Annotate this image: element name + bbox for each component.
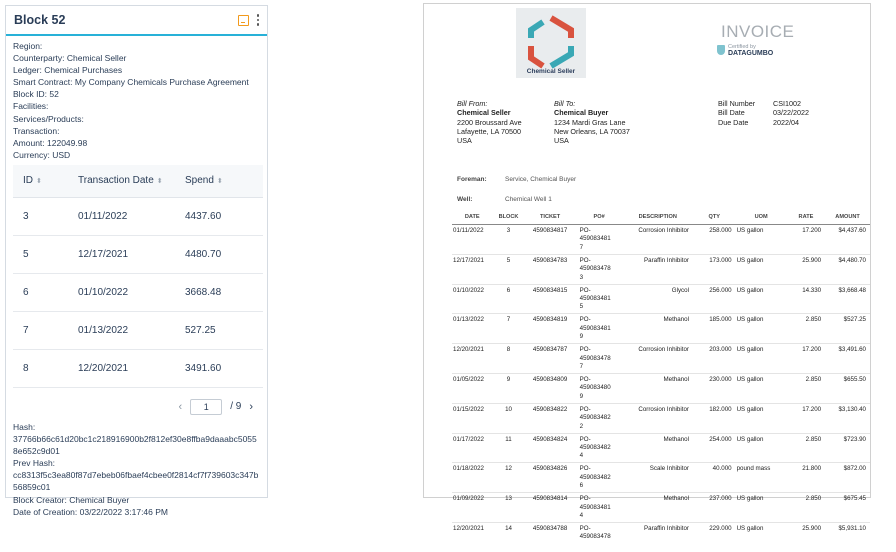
line-item-cell: 2.850	[787, 314, 825, 344]
block-details-panel	[5, 5, 268, 517]
sort-icon[interactable]: ⬍	[216, 178, 223, 186]
line-item-cell: $527.25	[825, 314, 870, 344]
header-actions	[238, 14, 260, 26]
column-header: RATE	[787, 210, 825, 225]
line-item-cell: US gallon	[736, 522, 787, 551]
line-item-cell: 4590834783	[525, 254, 576, 284]
cell-id: 5	[13, 235, 64, 273]
foreman-row: Foreman: Service, Chemical Buyer	[457, 176, 577, 183]
invoice-line-items	[452, 210, 870, 552]
line-item-cell: 185.000	[693, 314, 736, 344]
line-items-header	[452, 210, 870, 225]
line-item-cell: 01/15/2022	[452, 403, 493, 433]
column-header: PO#	[576, 210, 623, 225]
line-item-cell: PO- 459083481 5	[576, 284, 623, 314]
cell-id: 6	[13, 273, 64, 311]
line-item-cell: 229.000	[693, 522, 736, 551]
line-item-cell: $4,437.60	[825, 225, 870, 255]
line-item-cell: 230.000	[693, 373, 736, 403]
panel-title: Block 52	[14, 13, 66, 27]
line-item-cell: $675.45	[825, 493, 870, 523]
line-item-cell: PO- 459083481 4	[576, 493, 623, 523]
line-item-cell: 01/09/2022	[452, 493, 493, 523]
line-item-cell: 9	[493, 373, 525, 403]
line-item-cell: 01/05/2022	[452, 373, 493, 403]
line-item-cell: 12/20/2021	[452, 522, 493, 551]
line-item-cell: 4590834788	[525, 522, 576, 551]
block-field: Services/Products:	[13, 113, 84, 124]
line-item-row	[452, 344, 870, 374]
column-header: DESCRIPTION	[623, 210, 693, 225]
line-item-cell: $872.00	[825, 463, 870, 493]
line-item-cell: 7	[493, 314, 525, 344]
block-info	[6, 36, 267, 161]
cell-spend: 3491.60	[179, 349, 263, 387]
line-item-cell: $3,668.48	[825, 284, 870, 314]
line-item-cell: Corrosion Inhibitor	[623, 403, 693, 433]
line-item-cell: US gallon	[736, 254, 787, 284]
line-item-cell: 25.900	[787, 522, 825, 551]
line-item-cell: 14	[493, 522, 525, 551]
line-item-cell: 12/20/2021	[452, 344, 493, 374]
line-item-cell: 4590834822	[525, 403, 576, 433]
line-item-cell: $655.50	[825, 373, 870, 403]
column-header-spend[interactable]: Spend ⬍	[179, 165, 263, 198]
line-item-cell: 4590834824	[525, 433, 576, 463]
line-item-cell: US gallon	[736, 314, 787, 344]
column-header: BLOCK	[493, 210, 525, 225]
line-item-cell: Paraffin Inhibitor	[623, 522, 693, 551]
line-item-cell: 4590834814	[525, 493, 576, 523]
cell-spend: 3668.48	[179, 273, 263, 311]
line-item-cell: 6	[493, 284, 525, 314]
previous-page-button[interactable]: ‹	[178, 400, 183, 413]
line-item-cell: 40.000	[693, 463, 736, 493]
cell-transaction-date: 01/10/2022	[64, 273, 179, 311]
line-item-row	[452, 254, 870, 284]
block-field: Currency: USD	[13, 149, 71, 160]
line-item-cell: PO- 459083481 9	[576, 314, 623, 344]
line-item-row	[452, 314, 870, 344]
line-item-cell: 13	[493, 493, 525, 523]
column-header: AMOUNT	[825, 210, 870, 225]
block-field: Counterparty: Chemical Seller	[13, 53, 127, 64]
line-item-cell: $3,491.60	[825, 344, 870, 374]
line-item-cell: PO- 459083480 9	[576, 373, 623, 403]
line-item-cell: US gallon	[736, 493, 787, 523]
block-field: Ledger: Chemical Purchases	[13, 65, 123, 76]
cell-id: 8	[13, 349, 64, 387]
line-item-cell: 182.000	[693, 403, 736, 433]
footer-field: Block Creator: Chemical Buyer	[13, 494, 130, 505]
line-item-cell: 2.850	[787, 373, 825, 403]
block-field: Smart Contract: My Company Chemicals Purchase Agreement	[13, 77, 249, 88]
cell-transaction-date: 12/17/2021	[64, 235, 179, 273]
line-item-cell: PO- 459083482 4	[576, 433, 623, 463]
line-item-cell: 25.900	[787, 254, 825, 284]
footer-field: Hash:	[13, 421, 36, 432]
footer-field: 37766b66c61d20bc1c218916900b2f812ef30e8ffba9daaabc50558e652c9d01	[13, 434, 257, 457]
invoice-document	[423, 3, 871, 541]
line-item-cell: PO- 459083478	[576, 522, 623, 551]
line-item-cell: 01/11/2022	[452, 225, 493, 255]
table-header-row	[13, 165, 263, 198]
well-row: Well: Chemical Well 1	[457, 196, 552, 203]
bill-meta: Bill Number CSI1002 Bill Date 03/22/2022 Due Date 2022/04	[718, 99, 809, 127]
line-item-cell: Glycol	[623, 284, 693, 314]
line-item-cell: $723.90	[825, 433, 870, 463]
line-item-cell: 8	[493, 344, 525, 374]
line-item-cell: PO- 459083478 7	[576, 344, 623, 374]
line-item-cell: PO- 459083478 3	[576, 254, 623, 284]
block-footer	[6, 415, 267, 518]
table-row[interactable]	[13, 197, 263, 235]
footer-field: Prev Hash:	[13, 458, 56, 469]
line-item-cell: 01/13/2022	[452, 314, 493, 344]
line-item-cell: 17.200	[787, 344, 825, 374]
line-item-cell: Corrosion Inhibitor	[623, 225, 693, 255]
line-item-row	[452, 403, 870, 433]
cell-id: 7	[13, 311, 64, 349]
line-item-cell: 4590834819	[525, 314, 576, 344]
line-item-cell: 21.800	[787, 463, 825, 493]
line-item-cell: 173.000	[693, 254, 736, 284]
cell-transaction-date: 12/20/2021	[64, 349, 179, 387]
sort-icon[interactable]: ⬍	[36, 178, 42, 186]
line-item-cell: 17.200	[787, 403, 825, 433]
line-item-cell: 4590834826	[525, 463, 576, 493]
line-item-cell: 11	[493, 433, 525, 463]
table-row[interactable]	[13, 235, 263, 273]
line-item-cell: 3	[493, 225, 525, 255]
line-item-cell: 237.000	[693, 493, 736, 523]
cell-spend: 4437.60	[179, 197, 263, 235]
line-item-cell: US gallon	[736, 344, 787, 374]
cell-spend: 527.25	[179, 311, 263, 349]
cell-spend: 4480.70	[179, 235, 263, 273]
line-item-cell: 01/10/2022	[452, 284, 493, 314]
table-row[interactable]	[13, 349, 263, 387]
footer-field: cc8313f5c3ea80f87d7ebeb06fbaef4cbee0f2814cf7f739603c347b56859c01	[13, 470, 259, 493]
shield-check-icon	[717, 45, 725, 55]
line-item-cell: 14.330	[787, 284, 825, 314]
block-field: Region:	[13, 41, 43, 51]
cell-transaction-date: 01/11/2022	[64, 197, 179, 235]
block-field: Transaction:	[13, 125, 60, 136]
block-field: Block ID: 52	[13, 89, 59, 100]
line-item-cell: Paraffin Inhibitor	[623, 254, 693, 284]
panel-header	[6, 6, 267, 36]
line-item-cell: US gallon	[736, 284, 787, 314]
line-item-cell: $5,931.10	[825, 522, 870, 551]
page-total: / 9	[230, 401, 242, 413]
line-item-cell: US gallon	[736, 403, 787, 433]
table-row[interactable]	[13, 273, 263, 311]
block-field: Amount: 122049.98	[13, 137, 88, 148]
certification-badge: Certified by DATAGUMBO	[728, 44, 773, 57]
column-header-transaction-date[interactable]: Transaction Date ⬍	[64, 165, 179, 198]
line-item-cell: PO- 459083481 7	[576, 225, 623, 255]
line-item-cell: Scale Inhibitor	[623, 463, 693, 493]
line-item-cell: 12/17/2021	[452, 254, 493, 284]
line-item-cell: Corrosion Inhibitor	[623, 344, 693, 374]
line-item-cell: $4,480.70	[825, 254, 870, 284]
column-header: UOM	[736, 210, 787, 225]
line-item-row	[452, 225, 870, 255]
invoice-title: INVOICE	[721, 22, 795, 41]
pagination	[6, 399, 253, 415]
company-logo	[516, 8, 586, 78]
line-item-cell: Methanol	[623, 314, 693, 344]
line-item-cell: 2.850	[787, 493, 825, 523]
sort-icon[interactable]: ⬍	[156, 178, 163, 186]
line-item-cell: Methanol	[623, 433, 693, 463]
line-item-cell: 4590834787	[525, 344, 576, 374]
next-page-button[interactable]: ›	[249, 400, 253, 413]
line-item-row	[452, 284, 870, 314]
transactions-table	[13, 165, 263, 388]
line-item-row	[452, 522, 870, 551]
column-header: TICKET	[525, 210, 576, 225]
line-item-cell: 256.000	[693, 284, 736, 314]
line-item-cell: 4590834815	[525, 284, 576, 314]
block-field: Facilities:	[13, 101, 49, 112]
page-number-input[interactable]	[190, 399, 222, 415]
line-item-cell: 4590834817	[525, 225, 576, 255]
line-item-cell: US gallon	[736, 433, 787, 463]
line-item-cell: 5	[493, 254, 525, 284]
line-item-cell: 258.000	[693, 225, 736, 255]
cell-id: 3	[13, 197, 64, 235]
line-item-cell: 12	[493, 463, 525, 493]
line-item-row	[452, 493, 870, 523]
more-options-icon[interactable]	[257, 14, 260, 26]
line-item-cell: PO- 459083482 2	[576, 403, 623, 433]
bill-from: Bill From: Chemical Seller 2200 Broussard Ave Lafayette, LA 70500 USA	[457, 99, 522, 146]
line-item-cell: 17.200	[787, 225, 825, 255]
cell-transaction-date: 01/13/2022	[64, 311, 179, 349]
line-item-cell: US gallon	[736, 373, 787, 403]
line-item-cell: pound mass	[736, 463, 787, 493]
line-item-row	[452, 373, 870, 403]
line-item-cell: 10	[493, 403, 525, 433]
line-item-cell: $3,130.40	[825, 403, 870, 433]
bill-to: Bill To: Chemical Buyer 1234 Mardi Gras Lane New Orleans, LA 70037 USA	[554, 99, 630, 146]
table-row[interactable]	[13, 311, 263, 349]
line-item-cell: 2.850	[787, 433, 825, 463]
line-item-cell: 01/18/2022	[452, 463, 493, 493]
column-header: QTY	[693, 210, 736, 225]
line-item-cell: PO- 459083482 6	[576, 463, 623, 493]
logo-text: Chemical Seller	[526, 68, 576, 75]
column-header-id[interactable]: ID ⬍	[13, 165, 64, 198]
line-item-cell: Methanol	[623, 373, 693, 403]
line-item-cell: Methanol	[623, 493, 693, 523]
footer-field: Date of Creation: 03/22/2022 3:17:46 PM	[13, 506, 168, 517]
line-item-cell: 01/17/2022	[452, 433, 493, 463]
line-item-row	[452, 433, 870, 463]
line-item-row	[452, 463, 870, 493]
line-item-cell: 4590834809	[525, 373, 576, 403]
line-item-cell: US gallon	[736, 225, 787, 255]
column-header: DATE	[452, 210, 493, 225]
line-item-cell: 203.000	[693, 344, 736, 374]
export-icon[interactable]	[238, 15, 249, 26]
line-item-cell: 254.000	[693, 433, 736, 463]
